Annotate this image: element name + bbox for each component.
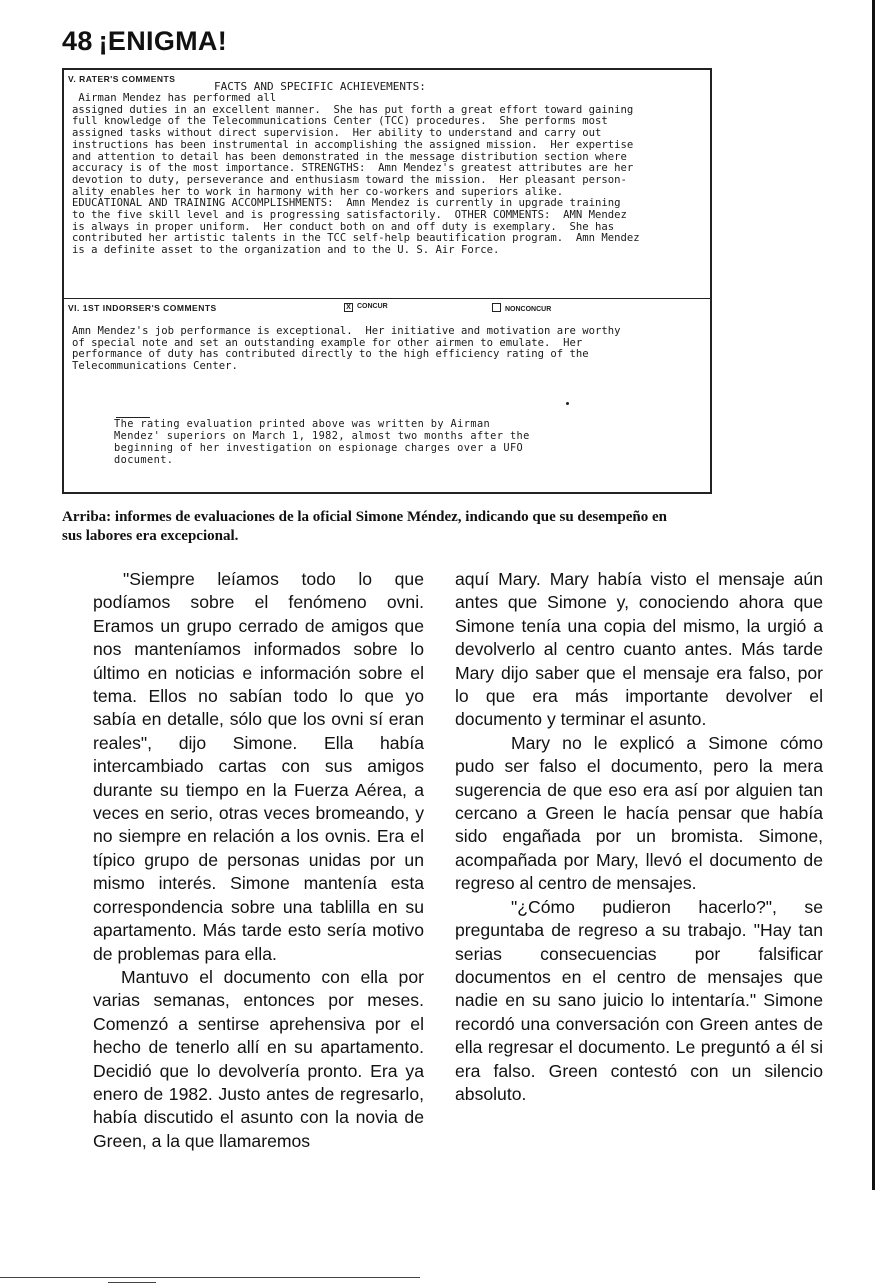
paragraph: "Siempre leíamos todo lo que podíamos sobre el fenómeno ovni. Eramos un grupo cerrado de amigos que nos manteníamos informados sobre lo último en noticias e información sobre el tema. Ellos no sabían todo lo que yo sabía en detalle, sólo que los ovni sí eran reales", dijo Simone. Ella había intercambiado cartas con sus amigos durante su tiempo en la Fuerza Aérea, a veces en serio, otras veces bromeando, y no siempre en relación a los ovnis. Era el típico grupo de personas unidas por un mismo interés. Simone mantenía esta correspondencia sobre una tablilla en su apartamento. Más tarde esto sería motivo de problemas para ella. <box>93 569 424 964</box>
paragraph: aquí Mary. Mary había visto el mensaje aún antes que Simone y, conociendo ahora que Simone tenía una copia del mismo, la urgió a devolverlo al centro cuanto antes. Más tarde Mary dijo saber que el mensaje era falso, por lo que era más importante devolver el documento y terminar el asunto. <box>455 569 823 730</box>
page-header <box>62 26 233 57</box>
footer-rule-short <box>108 1282 156 1283</box>
nonconcur-checkbox <box>492 303 501 312</box>
ink-dot <box>566 402 569 405</box>
raters-comments-text: Airman Mendez has performed all assigned duties in an excellent manner. She has put forth a great effort toward gaining full knowledge of the Telecommunications Center (TCC) procedures. She performs most assigned tasks without direct supervision. Her ability to understand and carry out instructions has been instrumental in accomplishing the assigned mission. Her expertise and attention to detail has been demonstrated in the message distribution section where accuracy is of the most importance. STRENGTHS: Amn Mendez's greatest attributes are her devotion to duty, perseverance and enthusiasm toward the mission. Her pleasant person- ality enables her to work in harmony with her co-workers and superiors alike. EDUCATIONAL AND TRAINING ACCOMPLISHMENTS: Amn Mendez is currently in upgrade training to the five skill level and is progressing satisfactorily. OTHER COMMENTS: AMN Mendez is always in proper uniform. Her conduct both on and off duty is exemplary. She has contributed her artistic talents in the TCC self-help beautification program. Amn Mendez is a definite asset to the organization and to the U. S. Air Force. <box>72 93 640 257</box>
raters-comments-heading: V. RATER'S COMMENTS <box>68 74 176 84</box>
evaluation-document <box>62 68 712 494</box>
nonconcur-label: NONCONCUR <box>505 306 552 313</box>
indorser-comments-text: Amn Mendez's job performance is exceptional. Her initiative and motivation are worthy of special note and set an outstanding example for other airmen to emulate. Her performance of duty has contributed directly to the high efficiency rating of the Telecommunications Center. <box>72 325 621 373</box>
section-divider <box>64 298 710 299</box>
paragraph: "¿Cómo pudieron hacerlo?", se preguntaba de regreso a su trabajo. "Hay tan serias consecuencias por falsificar documentos en el centro de mensajes que nadie en su sano juicio lo intentaría." Simone recordó una conversación con Green antes de ella regresar el documento. Le preguntó a él si era falso. Green contestó con un silencio absoluto. <box>455 896 823 1104</box>
concur-checkbox: X <box>344 303 353 312</box>
page-number: 48 <box>62 26 93 56</box>
section-title: ¡ENIGMA! <box>98 26 228 56</box>
concur-label: CONCUR <box>357 303 388 310</box>
paragraph: Mary no le explicó a Simone cómo pudo ser falso el documento, pero la mera sugerencia de que eso era así por alguien tan cercano a Green le hacía pensar que había sido engañada por un bromista. Simone, acompañada por Mary, llevó el documento de regreso al centro de mensajes. <box>455 732 823 894</box>
nonconcur-option <box>492 303 551 313</box>
paragraph: Mantuvo el documento con ella por varias semanas, entonces por meses. Comenzó a sentirse aprehensiva por el hecho de tenerlo allí en su apartamento. Decidió que lo devolvería pronto. Era ya enero de 1982. Justo antes de regresarlo, había discutido el asunto con la novia de Green, a la que llamaremos <box>93 966 424 1151</box>
concur-option <box>344 303 388 312</box>
indorser-comments-heading: VI. 1ST INDORSER'S COMMENTS <box>68 303 217 313</box>
text-column-left <box>93 568 424 1153</box>
photo-caption: Arriba: informes de evaluaciones de la oficial Simone Méndez, indicando que su desempeño en sus labores era excepcional. <box>62 509 667 544</box>
text-column-right <box>455 568 823 1106</box>
footer-rule <box>0 1277 420 1278</box>
facts-heading: FACTS AND SPECIFIC ACHIEVEMENTS: <box>214 80 426 93</box>
evaluation-note: The rating evaluation printed above was written by Airman Mendez' superiors on March 1, 1982, almost two months after the beginning of her investigation on espionage charges over a UFO document. <box>114 418 530 466</box>
